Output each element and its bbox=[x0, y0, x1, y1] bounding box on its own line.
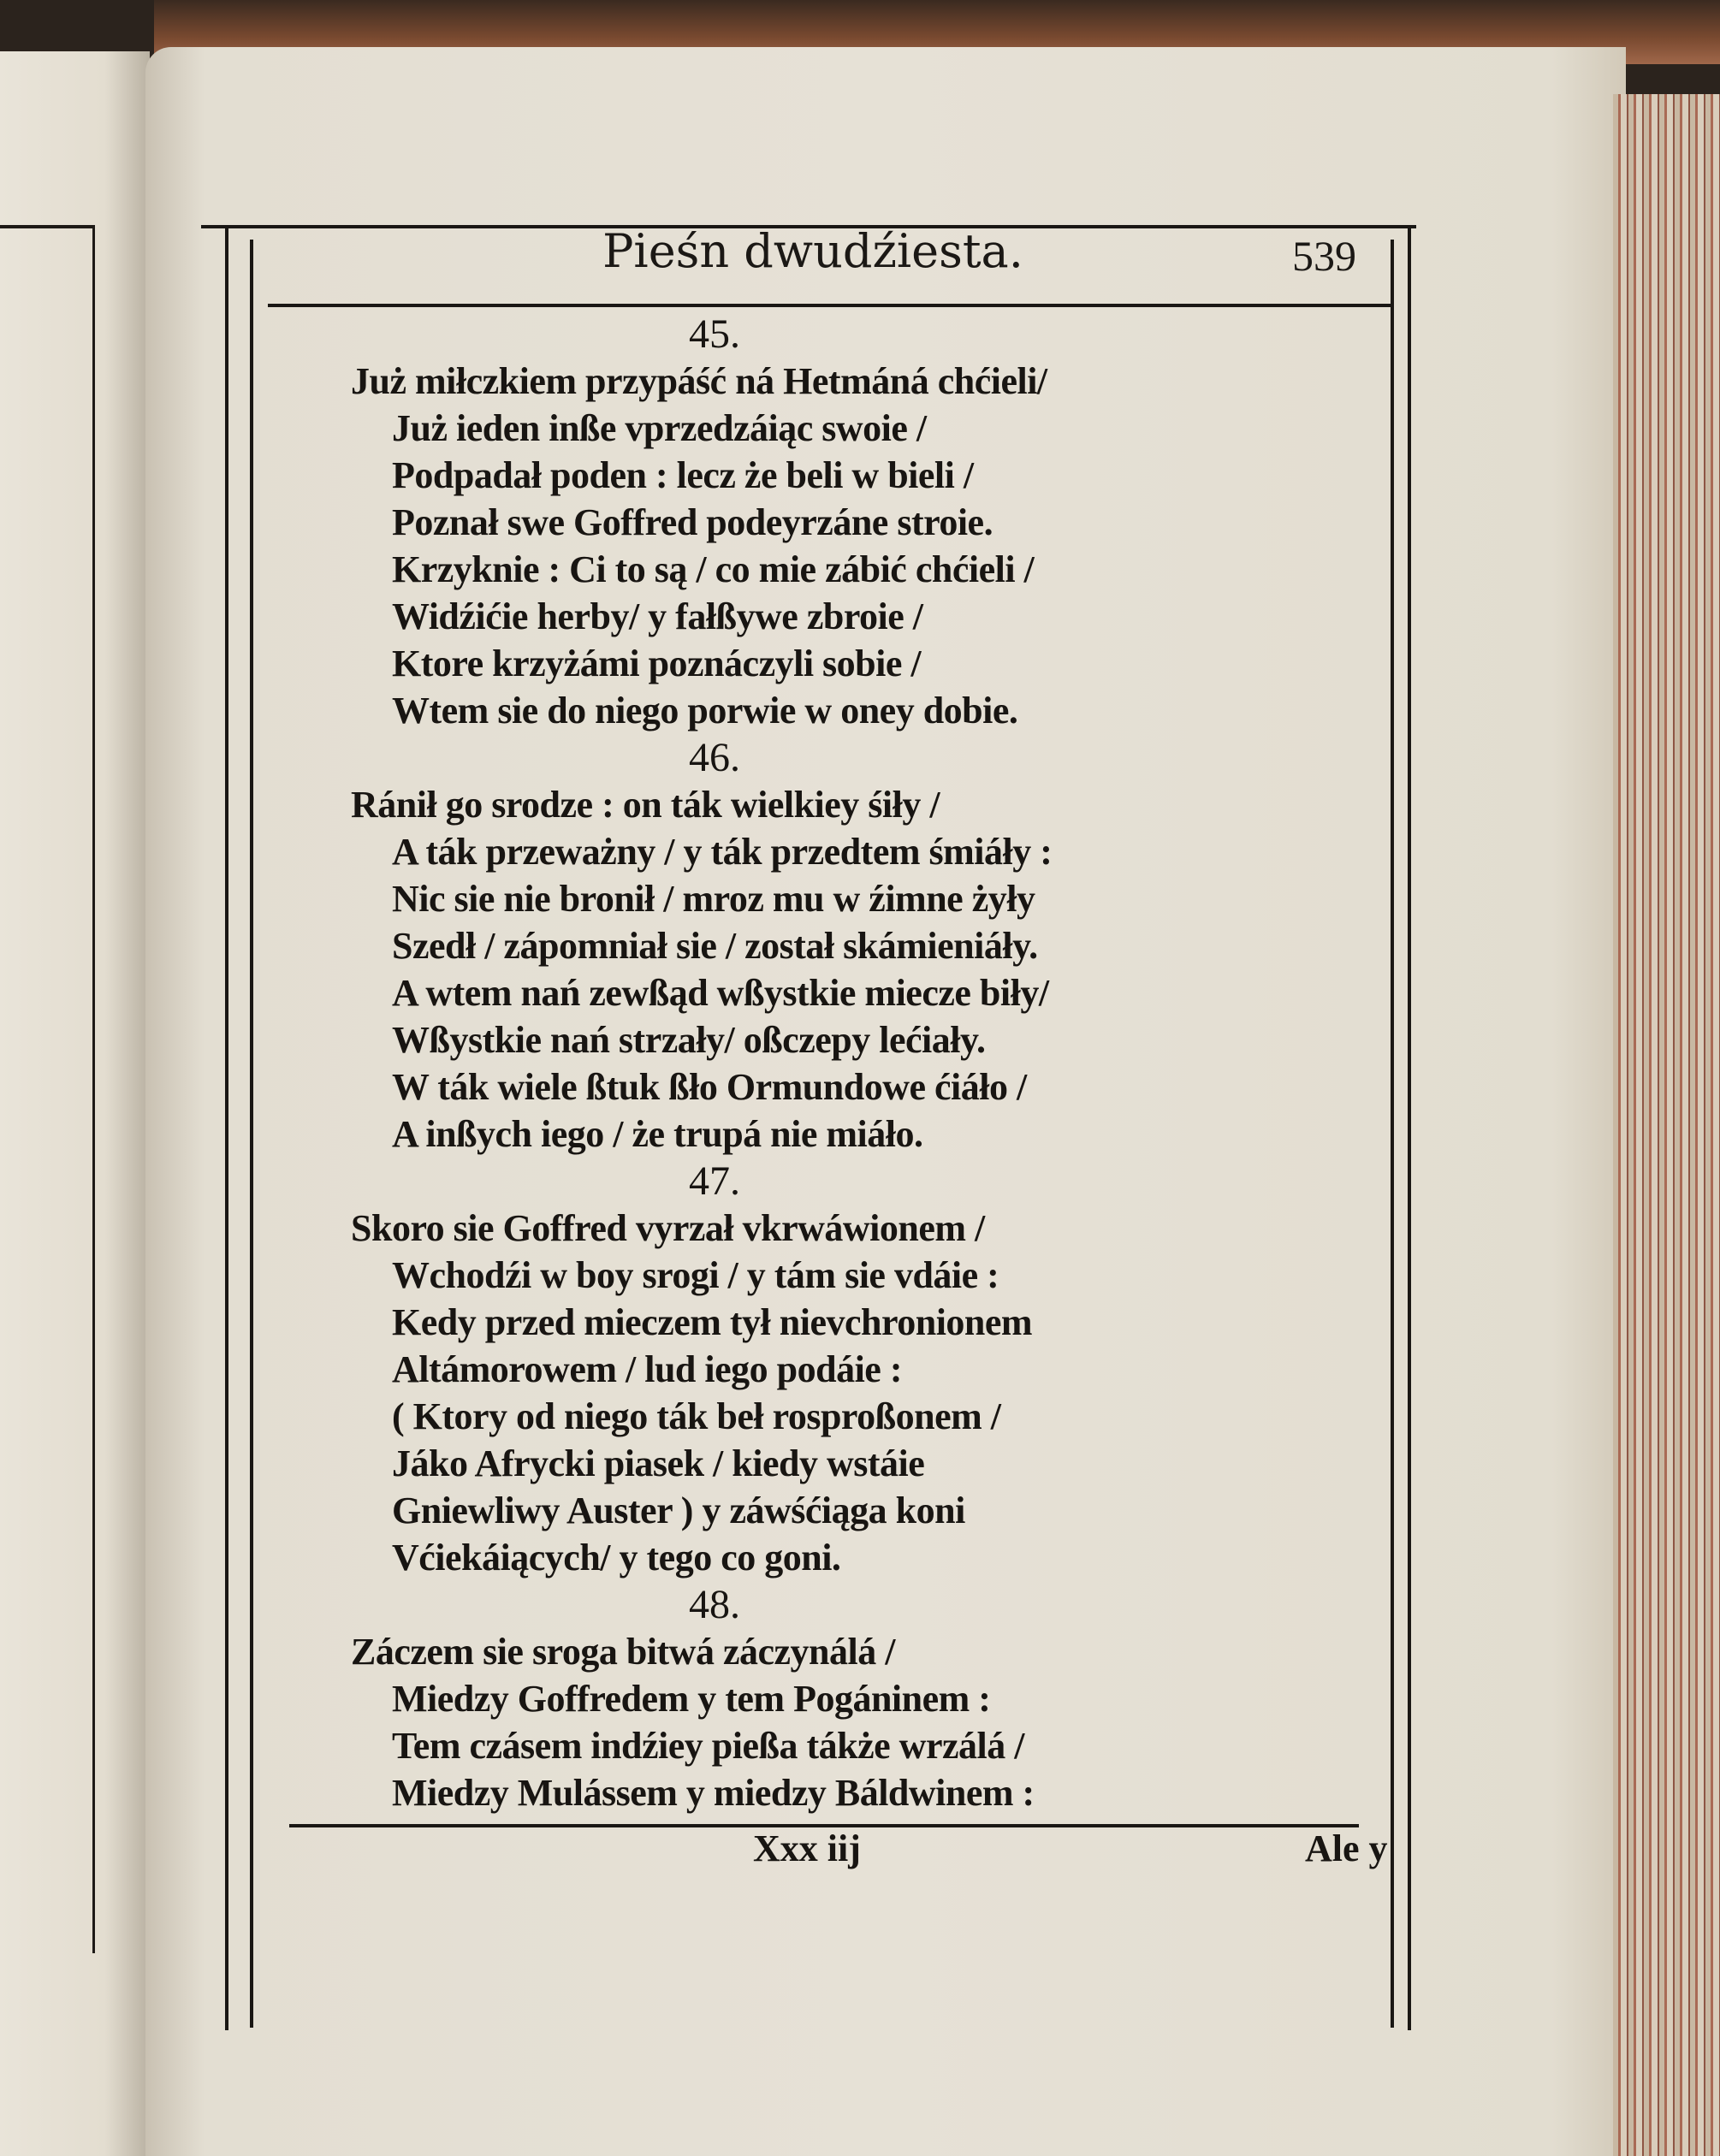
page-number: 539 bbox=[1292, 232, 1356, 280]
verse-line: Jáko Afrycki piasek / kiedy wstáie bbox=[392, 1442, 925, 1484]
verse-line: Záczem sie sroga bitwá záczynálá / bbox=[351, 1631, 895, 1673]
poem-body bbox=[351, 311, 1378, 1816]
verse-line: A ták przeważny / y ták przedtem śmiáły : bbox=[392, 831, 1053, 873]
verse-line: Już miłczkiem przypáść ná Hetmáná chćieli/ bbox=[351, 360, 1047, 402]
verse-line: A inßych iego / że trupá nie miáło. bbox=[392, 1113, 923, 1155]
verse-line: Krzyknie : Ci to są / co mie zábić chćieli / bbox=[392, 548, 1035, 590]
stanza-number: 45. bbox=[689, 311, 740, 357]
verse-line: Kedy przed mieczem tył nievchronionem bbox=[392, 1301, 1033, 1343]
running-title: Pieśn dwudźiesta. bbox=[602, 224, 1023, 278]
verse-line: Nic sie nie bronił / mroz mu w źimne żyły bbox=[392, 878, 1035, 920]
verse-line: Podpadał poden : lecz że beli w bieli / bbox=[392, 454, 974, 496]
stanza-number: 47. bbox=[689, 1158, 740, 1204]
verse-line: Miedzy Mulássem y miedzy Báldwinem : bbox=[392, 1772, 1035, 1814]
frame-line-right-inner bbox=[1391, 240, 1394, 2028]
stanza-number: 48. bbox=[689, 1582, 740, 1627]
verse-line: W ták wiele ßtuk ßło Ormundowe ćiáło / bbox=[392, 1066, 1027, 1108]
frame-line-left-inner bbox=[250, 240, 253, 2028]
verse-line: Altámorowem / lud iego podáie : bbox=[392, 1348, 902, 1390]
verse-line: Vćiekáiących/ y tego co goni. bbox=[392, 1537, 841, 1578]
stanza-number: 46. bbox=[689, 735, 740, 780]
verse-line: Wtem sie do niego porwie w oney dobie. bbox=[392, 690, 1018, 732]
verse-line: Gniewliwy Auster ) y záwśćiąga koni bbox=[392, 1490, 965, 1531]
verse-line: Widźićie herby/ y fałßywe zbroie / bbox=[392, 595, 923, 637]
verse-line: Ránił go srodze : on ták wielkiey śiły / bbox=[351, 784, 940, 826]
verse-line: Tem czásem indźiey pießa tákże wrzálá / bbox=[392, 1725, 1024, 1767]
verse-line: Poznał swe Goffred podeyrzáne stroie. bbox=[392, 501, 993, 543]
verse-line: Szedł / zápomniał sie / został skámieniáły. bbox=[392, 925, 1038, 967]
verse-line: Skoro sie Goffred vyrzał vkrwáwionem / bbox=[351, 1207, 985, 1249]
left-page bbox=[0, 51, 150, 2156]
left-page-frame-line bbox=[92, 225, 95, 1953]
verse-line: Ktore krzyżámi poznáczyli sobie / bbox=[392, 643, 922, 684]
catchword: Ale y bbox=[1305, 1827, 1388, 1869]
verse-line: ( Ktory od niego ták beł rosproßonem / bbox=[392, 1395, 1001, 1437]
frame-line-left-outer bbox=[225, 225, 228, 2030]
signature-mark: Xxx iij bbox=[753, 1827, 861, 1869]
page-edges bbox=[1613, 94, 1720, 2156]
left-page-rule bbox=[0, 225, 94, 228]
verse-line: Wchodźi w boy srogi / y tám sie vdáie : bbox=[392, 1254, 999, 1296]
frame-line-right-outer bbox=[1408, 225, 1411, 2030]
verse-line: Wßystkie nań strzały/ oßczepy lećiały. bbox=[392, 1019, 986, 1061]
verse-line: Już ieden inße vprzedzáiąc swoie / bbox=[392, 407, 927, 449]
verse-line: A wtem nań zewßąd wßystkie miecze biły/ bbox=[392, 972, 1049, 1014]
verse-line: Miedzy Goffredem y tem Pogáninem : bbox=[392, 1678, 991, 1720]
header-rule bbox=[268, 304, 1391, 307]
